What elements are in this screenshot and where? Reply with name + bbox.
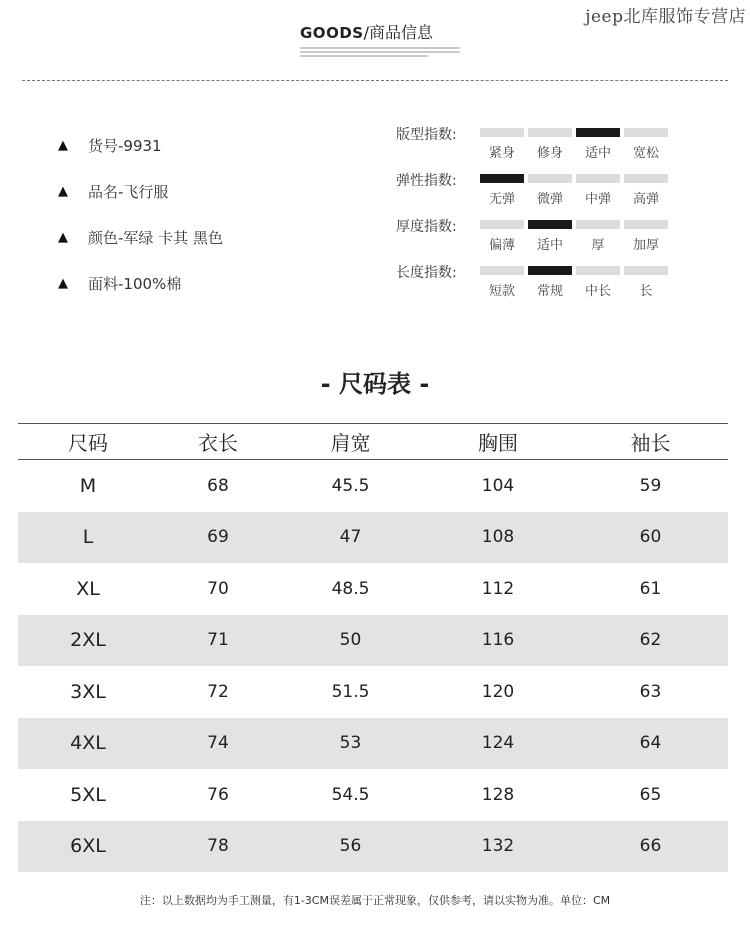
index-option-label: 加厚 [632, 238, 659, 253]
measurement-cell: 120 [481, 681, 515, 702]
table-row [18, 615, 728, 667]
index-option [576, 220, 620, 253]
index-label: 版型指数: [396, 127, 457, 143]
size-label-cell: 2XL [70, 629, 106, 652]
measurement-cell: 63 [639, 681, 662, 702]
measurement-cell: 65 [639, 784, 662, 805]
spec-item [58, 122, 223, 168]
index-scale [480, 220, 668, 253]
index-option [576, 174, 620, 207]
goods-logo-word: GOODS [300, 24, 364, 42]
measurement-cell: 62 [639, 630, 662, 651]
shop-watermark: jeep北库服饰专营店 [585, 7, 746, 27]
index-option-label: 紧身 [488, 146, 515, 161]
column-header: 胸围 [478, 431, 518, 455]
measurement-cell: 54.5 [331, 784, 370, 805]
measurement-cell: 69 [207, 527, 229, 548]
index-option-label: 中长 [584, 284, 611, 299]
triangle-icon: ▲ [58, 183, 68, 199]
column-header: 衣长 [198, 431, 238, 455]
index-bar-active [576, 128, 620, 137]
measurement-cell: 116 [481, 630, 515, 651]
index-option [624, 266, 668, 299]
measurement-cell: 71 [207, 630, 229, 651]
measurement-cell: 76 [207, 784, 229, 805]
measurement-cell: 59 [639, 475, 662, 496]
index-option-label: 无弹 [488, 192, 515, 207]
index-label: 弹性指数: [396, 173, 457, 189]
index-option [576, 128, 620, 161]
spec-item [58, 168, 223, 214]
size-label-cell: L [82, 526, 94, 549]
index-option [624, 220, 668, 253]
size-label-cell: 5XL [70, 783, 106, 806]
measurement-cell: 108 [481, 527, 515, 548]
goods-title: /商品信息 [363, 23, 433, 42]
index-option-label: 宽松 [632, 146, 659, 161]
measurement-cell: 132 [481, 836, 515, 857]
measurement-cell: 70 [207, 578, 229, 599]
index-bar [480, 220, 524, 229]
triangle-icon: ▲ [58, 229, 68, 245]
triangle-icon: ▲ [58, 137, 68, 153]
index-option-label: 修身 [536, 146, 563, 161]
measurement-cell: 128 [481, 784, 515, 805]
measurement-cell: 78 [207, 836, 229, 857]
index-option [528, 128, 572, 161]
index-bar [624, 220, 668, 229]
column-header: 尺码 [68, 431, 108, 455]
index-option [624, 174, 668, 207]
index-option-label: 厚 [591, 238, 605, 253]
table-row [18, 718, 728, 770]
index-option-label: 常规 [536, 284, 563, 299]
column-header: 袖长 [630, 431, 671, 455]
index-option-label: 短款 [488, 284, 515, 299]
measurement-cell: 60 [639, 527, 662, 548]
measurement-cell: 104 [481, 475, 515, 496]
measurement-cell: 124 [481, 733, 515, 754]
spec-text: 货号-9931 [88, 136, 162, 155]
index-option [480, 220, 524, 253]
spec-text: 面料-100%棉 [88, 274, 182, 293]
index-option-label: 偏薄 [488, 238, 515, 253]
table-row [18, 769, 728, 821]
index-bar [480, 128, 524, 137]
index-label: 长度指数: [396, 265, 457, 281]
index-label: 厚度指数: [396, 219, 457, 235]
index-option [480, 174, 524, 207]
size-table [18, 423, 728, 872]
measurement-cell: 72 [207, 681, 229, 702]
index-option-label: 中弹 [584, 192, 611, 207]
index-option [528, 266, 572, 299]
measurement-cell: 64 [639, 733, 662, 754]
index-bar [624, 266, 668, 275]
index-option-label: 长 [639, 284, 653, 299]
spec-item [58, 214, 223, 260]
measurement-cell: 51.5 [331, 681, 370, 702]
table-header-row [18, 423, 728, 460]
measurement-cell: 112 [481, 578, 515, 599]
index-option [480, 128, 524, 161]
measurement-cell: 45.5 [331, 475, 370, 496]
measurement-cell: 53 [339, 733, 362, 754]
index-scale [480, 266, 668, 299]
table-row [18, 821, 728, 873]
size-label-cell: 6XL [70, 835, 106, 858]
table-row [18, 460, 728, 512]
index-bar [528, 128, 572, 137]
size-label-cell: M [79, 474, 97, 497]
index-bar-active [528, 266, 572, 275]
column-header: 肩宽 [330, 431, 371, 455]
index-option-label: 适中 [584, 146, 611, 161]
index-option-label: 微弹 [536, 192, 563, 207]
measurement-cell: 47 [339, 527, 362, 548]
index-option [480, 266, 524, 299]
index-bar-active [480, 174, 524, 183]
dashed-divider [22, 80, 728, 81]
index-bar-active [528, 220, 572, 229]
spec-list [58, 122, 223, 306]
measurement-note: 注：以上数据均为手工测量，有1-3CM误差属于正常现象，仅供参考，请以实物为准。单位：CM [139, 894, 611, 907]
table-body [18, 460, 728, 872]
index-scale [480, 174, 668, 207]
measurement-cell: 74 [207, 733, 229, 754]
spec-item [58, 260, 223, 306]
goods-header [300, 20, 433, 43]
size-chart-title: - 尺码表 - [320, 370, 430, 398]
measurement-cell: 66 [639, 836, 662, 857]
measurement-cell: 50 [339, 630, 362, 651]
index-option [528, 174, 572, 207]
index-option-label: 高弹 [632, 192, 659, 207]
spec-text: 颜色-军绿 卡其 黑色 [88, 228, 223, 247]
index-option [528, 220, 572, 253]
index-bar [528, 174, 572, 183]
index-bar [624, 174, 668, 183]
index-bar [576, 220, 620, 229]
measurement-cell: 68 [207, 475, 229, 496]
size-label-cell: 4XL [70, 732, 106, 755]
index-bar [480, 266, 524, 275]
spec-text: 品名-飞行服 [88, 182, 169, 201]
measurement-cell: 56 [339, 836, 362, 857]
table-row [18, 563, 728, 615]
table-row [18, 666, 728, 718]
size-label-cell: XL [76, 577, 100, 600]
index-option [576, 266, 620, 299]
goods-subtitle-decoration [300, 47, 460, 57]
measurement-cell: 61 [639, 578, 662, 599]
triangle-icon: ▲ [58, 275, 68, 291]
size-label-cell: 3XL [70, 680, 106, 703]
table-row [18, 512, 728, 564]
index-option-label: 适中 [536, 238, 563, 253]
index-bar [576, 174, 620, 183]
index-bar [576, 266, 620, 275]
index-option [624, 128, 668, 161]
index-scale [480, 128, 668, 161]
index-bar [624, 128, 668, 137]
measurement-cell: 48.5 [331, 578, 370, 599]
